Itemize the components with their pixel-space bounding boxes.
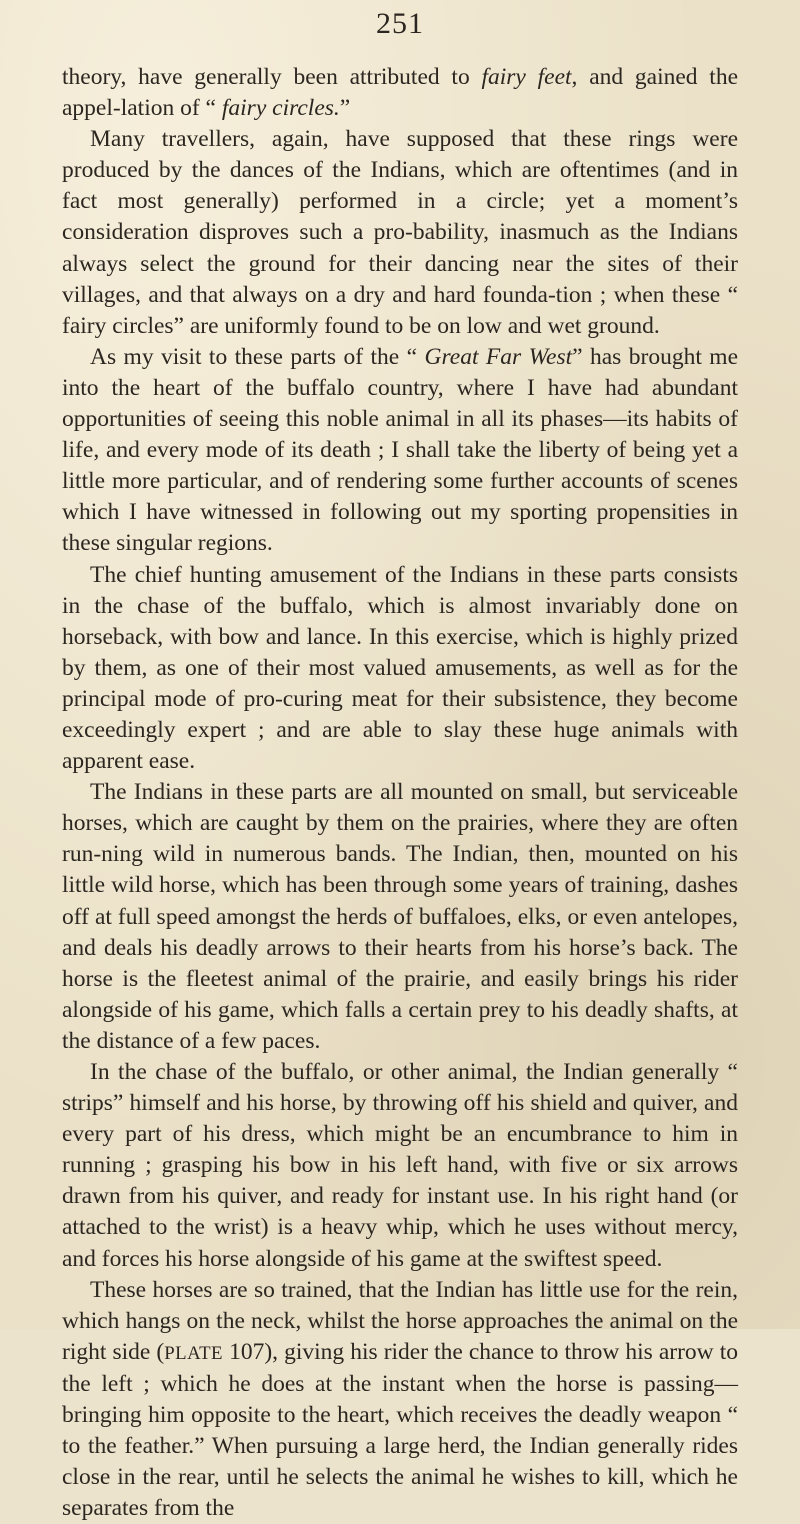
text-run: , and gained the appel-lation of “ [62, 64, 738, 122]
text-run: The chief hunting amusement of the Indians in these parts consists in the chase of the buffalo, which is almost invariably done on horseback, with bow and lance. In this exercise, which is highly prized by them, as one of their most valued amusements, as well as for the principal mode of pro-curing meat for their subsistence, they become exceedingly expert ; and are able to slay these huge animals with apparent ease. [62, 561, 738, 775]
paragraph [62, 1275, 738, 1524]
text-run: These horses are so trained, that the Indian has little use for the rein, which hangs on the neck, whilst the horse approaches the animal on the right side ( [62, 1276, 738, 1365]
paragraph [62, 777, 738, 1057]
italic-text: Great Far West [424, 343, 573, 370]
text-run: Many travellers, again, have supposed that these rings were produced by the dances of the Indians, which are oftentimes (and in fact most generally) performed in a circle; yet a moment’s consideration disproves such a pro-bability, inasmuch as the Indians always select the ground for their dancing near the sites of their villages, and that always on a dry and hard founda-tion ; when these “ fairy circles” are uniformly found to be on low and wet ground. [62, 126, 738, 339]
paragraph [62, 560, 738, 778]
paragraph [62, 342, 738, 560]
paragraph [62, 1057, 738, 1275]
text-run: ” [339, 95, 351, 122]
italic-text: fairy circles. [221, 95, 340, 122]
text-run: The Indians in these parts are all mounted on small, but serviceable horses, which are caught by them on the prairies, where they are often run-ning wild in numerous bands. The Indian, then, mounted on his little wild horse, which has been through some years of training, dashes off at full speed amongst the herds of buffaloes, elks, or even antelopes, and deals his deadly arrows to their hearts from his horse’s back. The horse is the fleetest animal of the prairie, and easily brings his rider alongside of his game, which falls a certain prey to his deadly shafts, at the distance of a few paces. [62, 779, 738, 1054]
italic-text: fairy feet [481, 64, 572, 90]
small-caps-text: PLATE [164, 1342, 224, 1364]
text-run: theory, have generally been attributed to [62, 64, 482, 90]
paragraph [62, 62, 738, 124]
text-run: 107), giving his rider the chance to throw his arrow to the left ; which he does at the instant when the horse is passing—bringing him opposite to the heart, which receives the deadly weapon “ to the feather.” When pursuing a large herd, the Indian generally rides close in the rear, until he selects the animal he wishes to kill, which he separates from the [62, 1338, 738, 1522]
page-number: 251 [376, 7, 424, 40]
text-run: In the chase of the buffalo, or other animal, the Indian generally “ strips” himself and his horse, by throwing off his shield and quiver, and every part of his dress, which might be an encumbrance to him in running ; grasping his bow in his left hand, with five or six arrows drawn from his quiver, and ready for instant use. In his right hand (or attached to the wrist) is a heavy whip, which he uses without mercy, and forces his horse alongside of his game at the swiftest speed. [62, 1059, 738, 1272]
paragraph [62, 124, 738, 342]
body-text [62, 62, 738, 1524]
text-run: As my visit to these parts of the “ [90, 343, 425, 370]
text-run: ” has brought me into the heart of the buffalo country, where I have had abundant opportunities of seeing this noble animal in all its phases—its habits of life, and every mode of its death ; I shall take the liberty of being yet a little more particular, and of rendering some further accounts of scenes which I have witnessed in following out my sporting propensities in these singular regions. [62, 343, 739, 557]
